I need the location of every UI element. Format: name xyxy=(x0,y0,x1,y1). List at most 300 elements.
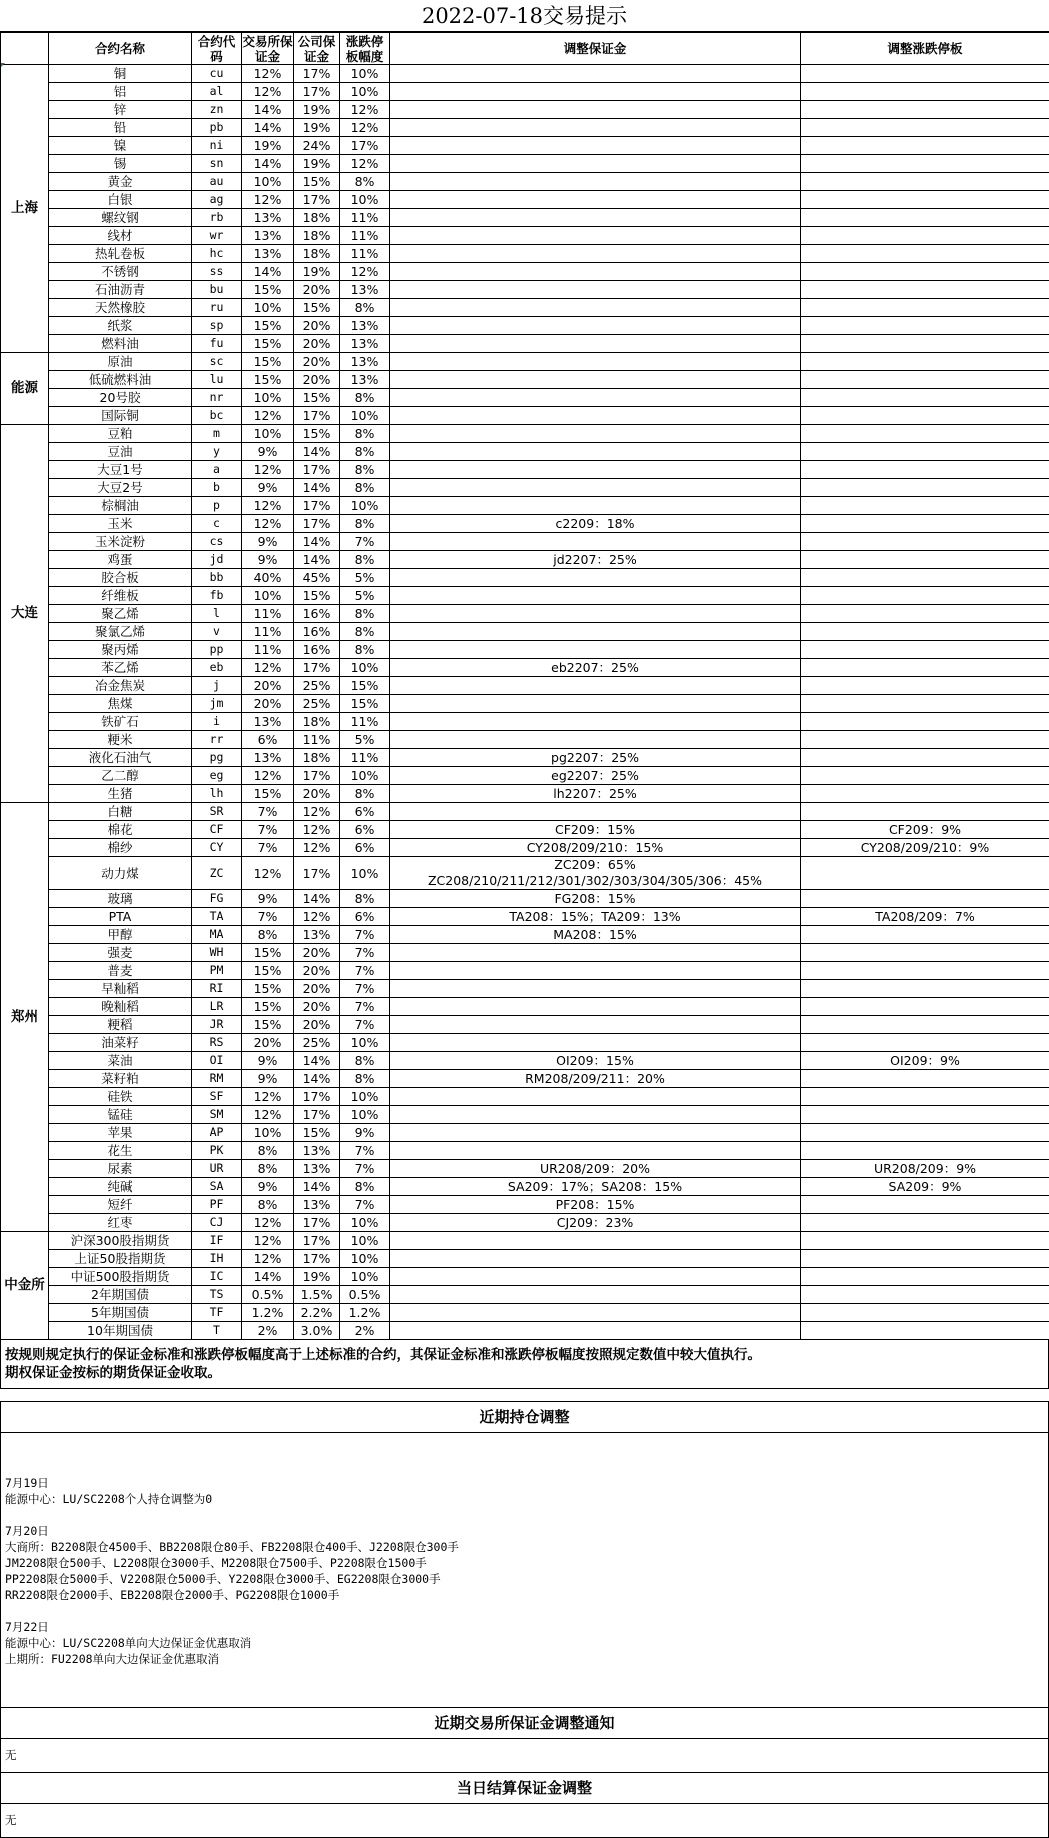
adjusted-margin xyxy=(390,587,801,605)
adjusted-margin xyxy=(390,443,801,461)
price-limit: 12% xyxy=(340,101,390,119)
contract-name: 铅 xyxy=(49,119,192,137)
adjusted-margin xyxy=(390,119,801,137)
contract-code: RS xyxy=(192,1034,242,1052)
adjusted-margin xyxy=(390,1250,801,1268)
contract-code: sn xyxy=(192,155,242,173)
adjusted-limit xyxy=(801,1196,1049,1214)
contract-name: 苹果 xyxy=(49,1124,192,1142)
contract-code: y xyxy=(192,443,242,461)
company-margin: 17% xyxy=(294,659,340,677)
price-limit: 7% xyxy=(340,1016,390,1034)
adjusted-margin xyxy=(390,944,801,962)
exchange-margin: 13% xyxy=(242,749,294,767)
exchange-margin: 7% xyxy=(242,839,294,857)
table-row xyxy=(1,695,1049,713)
table-row xyxy=(1,980,1049,998)
price-limit: 10% xyxy=(340,497,390,515)
adjusted-limit: UR208/209：9% xyxy=(801,1160,1049,1178)
adjusted-margin xyxy=(390,371,801,389)
contract-code: AP xyxy=(192,1124,242,1142)
table-row xyxy=(1,857,1049,890)
price-limit: 8% xyxy=(340,641,390,659)
contract-name: 铜 xyxy=(49,65,192,83)
table-row xyxy=(1,713,1049,731)
position-adjust-line: PP2208限仓5000手、V2208限仓5000手、Y2208限仓3000手、EG2208限仓3000手 xyxy=(5,1571,1044,1587)
contract-name: 生猪 xyxy=(49,785,192,803)
contract-name: 尿素 xyxy=(49,1160,192,1178)
contract-name: 不锈钢 xyxy=(49,263,192,281)
position-adjust-date: 7月22日 xyxy=(5,1619,1044,1635)
adjusted-margin xyxy=(390,731,801,749)
company-margin: 17% xyxy=(294,1106,340,1124)
contract-name: 锡 xyxy=(49,155,192,173)
table-row xyxy=(1,299,1049,317)
table-row xyxy=(1,353,1049,371)
contract-name: 镍 xyxy=(49,137,192,155)
contract-name: 棉花 xyxy=(49,821,192,839)
table-row xyxy=(1,479,1049,497)
exchange-margin: 14% xyxy=(242,1268,294,1286)
adjusted-margin xyxy=(390,1088,801,1106)
contract-name: 石油沥青 xyxy=(49,281,192,299)
position-adjust-title: 近期持仓调整 xyxy=(0,1401,1049,1433)
adjusted-limit xyxy=(801,443,1049,461)
adjusted-margin: CJ209：23% xyxy=(390,1214,801,1232)
exchange-margin: 11% xyxy=(242,623,294,641)
company-margin: 14% xyxy=(294,1052,340,1070)
position-adjust-group xyxy=(5,1523,1044,1603)
table-row xyxy=(1,173,1049,191)
adjusted-limit xyxy=(801,353,1049,371)
adjusted-limit xyxy=(801,317,1049,335)
adjusted-limit: TA208/209：7% xyxy=(801,908,1049,926)
contract-code: jm xyxy=(192,695,242,713)
company-margin: 17% xyxy=(294,1250,340,1268)
contract-name: 油菜籽 xyxy=(49,1034,192,1052)
price-limit: 11% xyxy=(340,209,390,227)
adjusted-limit xyxy=(801,890,1049,908)
adjusted-limit xyxy=(801,371,1049,389)
exchange-margin: 20% xyxy=(242,695,294,713)
contract-code: jd xyxy=(192,551,242,569)
contract-code: hc xyxy=(192,245,242,263)
contract-name: 铁矿石 xyxy=(49,713,192,731)
adjusted-margin xyxy=(390,695,801,713)
exchange-margin: 14% xyxy=(242,119,294,137)
exchange-margin: 13% xyxy=(242,209,294,227)
adjusted-limit xyxy=(801,263,1049,281)
company-margin: 19% xyxy=(294,263,340,281)
company-margin: 19% xyxy=(294,119,340,137)
company-margin: 2.2% xyxy=(294,1304,340,1322)
adjusted-limit xyxy=(801,101,1049,119)
contract-code: JR xyxy=(192,1016,242,1034)
contract-name: 大豆1号 xyxy=(49,461,192,479)
exchange-margin: 7% xyxy=(242,821,294,839)
adjusted-limit xyxy=(801,998,1049,1016)
company-margin: 17% xyxy=(294,191,340,209)
exchange-margin: 15% xyxy=(242,353,294,371)
contract-code: CF xyxy=(192,821,242,839)
contract-name: 鸡蛋 xyxy=(49,551,192,569)
price-limit: 8% xyxy=(340,551,390,569)
contract-name: 晚籼稻 xyxy=(49,998,192,1016)
adjusted-margin xyxy=(390,1322,801,1340)
adjusted-limit xyxy=(801,227,1049,245)
company-margin: 17% xyxy=(294,407,340,425)
adjusted-limit xyxy=(801,623,1049,641)
table-row xyxy=(1,1070,1049,1088)
contract-name: 粳稻 xyxy=(49,1016,192,1034)
table-row xyxy=(1,587,1049,605)
company-margin: 20% xyxy=(294,962,340,980)
exchange-margin: 15% xyxy=(242,998,294,1016)
adjusted-limit xyxy=(801,533,1049,551)
contract-code: al xyxy=(192,83,242,101)
contract-code: v xyxy=(192,623,242,641)
contract-code: SR xyxy=(192,803,242,821)
adjusted-margin xyxy=(390,1016,801,1034)
contract-name: 冶金焦炭 xyxy=(49,677,192,695)
exchange-margin: 13% xyxy=(242,227,294,245)
price-limit: 13% xyxy=(340,335,390,353)
company-margin: 17% xyxy=(294,461,340,479)
company-margin: 17% xyxy=(294,497,340,515)
contract-code: lh xyxy=(192,785,242,803)
company-margin: 12% xyxy=(294,908,340,926)
adjusted-margin: UR208/209：20% xyxy=(390,1160,801,1178)
price-limit: 10% xyxy=(340,659,390,677)
contract-code: SA xyxy=(192,1178,242,1196)
contract-code: TF xyxy=(192,1304,242,1322)
adjusted-limit xyxy=(801,425,1049,443)
contract-name: 大豆2号 xyxy=(49,479,192,497)
adjusted-margin xyxy=(390,713,801,731)
company-margin: 18% xyxy=(294,713,340,731)
price-limit: 10% xyxy=(340,407,390,425)
region-label: 中金所 xyxy=(1,1232,49,1340)
table-row xyxy=(1,1016,1049,1034)
price-limit: 10% xyxy=(340,65,390,83)
table-row xyxy=(1,551,1049,569)
exchange-margin: 15% xyxy=(242,962,294,980)
table-row xyxy=(1,908,1049,926)
exchange-margin: 15% xyxy=(242,944,294,962)
table-row xyxy=(1,1106,1049,1124)
exchange-margin: 15% xyxy=(242,317,294,335)
contract-name: 沪深300股指期货 xyxy=(49,1232,192,1250)
adjusted-margin xyxy=(390,569,801,587)
rule-note-line: 按规则规定执行的保证金标准和涨跌停板幅度高于上述标准的合约，其保证金标准和涨跌停板幅度按照规定数值中较大值执行。 xyxy=(5,1346,1044,1364)
contract-code: cu xyxy=(192,65,242,83)
contract-code: CY xyxy=(192,839,242,857)
position-adjust-line: 大商所：B2208限仓4500手、BB2208限仓80手、FB2208限仓400手、J2208限仓300手 xyxy=(5,1539,1044,1555)
company-margin: 20% xyxy=(294,335,340,353)
contract-name: 锌 xyxy=(49,101,192,119)
adjusted-limit xyxy=(801,83,1049,101)
table-row xyxy=(1,839,1049,857)
contract-code: zn xyxy=(192,101,242,119)
table-row xyxy=(1,803,1049,821)
region-label: 大连 xyxy=(1,425,49,803)
adjusted-margin: PF208：15% xyxy=(390,1196,801,1214)
header-code: 合约代码 xyxy=(192,33,242,65)
position-adjust-line: RR2208限仓2000手、EB2208限仓2000手、PG2208限仓1000手 xyxy=(5,1587,1044,1603)
settlement-adjust-body: 无 xyxy=(0,1804,1049,1838)
price-limit: 13% xyxy=(340,371,390,389)
contract-name: 白糖 xyxy=(49,803,192,821)
table-row xyxy=(1,1250,1049,1268)
table-row xyxy=(1,1160,1049,1178)
contract-code: pb xyxy=(192,119,242,137)
exchange-notice-title: 近期交易所保证金调整通知 xyxy=(0,1708,1049,1739)
contract-code: j xyxy=(192,677,242,695)
exchange-margin: 12% xyxy=(242,191,294,209)
position-adjust-line: 能源中心：LU/SC2208个人持仓调整为0 xyxy=(5,1491,1044,1507)
contract-code: IC xyxy=(192,1268,242,1286)
company-margin: 14% xyxy=(294,443,340,461)
contract-code: fu xyxy=(192,335,242,353)
contract-table xyxy=(0,32,1049,1340)
price-limit: 6% xyxy=(340,908,390,926)
price-limit: 12% xyxy=(340,119,390,137)
adjusted-margin: RM208/209/211：20% xyxy=(390,1070,801,1088)
table-row xyxy=(1,65,1049,83)
position-adjust-body xyxy=(0,1433,1049,1708)
exchange-margin: 12% xyxy=(242,1232,294,1250)
contract-code: pp xyxy=(192,641,242,659)
adjusted-margin xyxy=(390,407,801,425)
price-limit: 11% xyxy=(340,713,390,731)
adjusted-limit xyxy=(801,1232,1049,1250)
exchange-margin: 14% xyxy=(242,101,294,119)
contract-name: 豆油 xyxy=(49,443,192,461)
table-row xyxy=(1,677,1049,695)
adjusted-limit xyxy=(801,677,1049,695)
contract-name: 纸浆 xyxy=(49,317,192,335)
contract-name: 聚氯乙烯 xyxy=(49,623,192,641)
price-limit: 10% xyxy=(340,1106,390,1124)
table-row xyxy=(1,227,1049,245)
price-limit: 7% xyxy=(340,926,390,944)
table-row xyxy=(1,371,1049,389)
price-limit: 13% xyxy=(340,353,390,371)
company-margin: 16% xyxy=(294,623,340,641)
company-margin: 16% xyxy=(294,605,340,623)
header-exchange-margin: 交易所保证金 xyxy=(242,33,294,65)
contract-code: IF xyxy=(192,1232,242,1250)
adjusted-margin xyxy=(390,101,801,119)
adjusted-limit xyxy=(801,515,1049,533)
exchange-margin: 15% xyxy=(242,980,294,998)
adjusted-limit xyxy=(801,695,1049,713)
company-margin: 25% xyxy=(294,1034,340,1052)
table-row xyxy=(1,731,1049,749)
adjusted-limit xyxy=(801,245,1049,263)
price-limit: 13% xyxy=(340,281,390,299)
price-limit: 7% xyxy=(340,962,390,980)
table-row xyxy=(1,425,1049,443)
adjusted-margin xyxy=(390,245,801,263)
contract-name: 棉纱 xyxy=(49,839,192,857)
adjusted-limit xyxy=(801,461,1049,479)
adjusted-limit xyxy=(801,407,1049,425)
adjusted-limit xyxy=(801,1142,1049,1160)
exchange-margin: 8% xyxy=(242,1160,294,1178)
exchange-margin: 8% xyxy=(242,1142,294,1160)
exchange-margin: 10% xyxy=(242,425,294,443)
exchange-margin: 0.5% xyxy=(242,1286,294,1304)
table-row xyxy=(1,317,1049,335)
settlement-adjust-title: 当日结算保证金调整 xyxy=(0,1773,1049,1804)
price-limit: 8% xyxy=(340,785,390,803)
price-limit: 5% xyxy=(340,731,390,749)
region-label: 郑州 xyxy=(1,803,49,1232)
company-margin: 17% xyxy=(294,1088,340,1106)
exchange-margin: 15% xyxy=(242,371,294,389)
contract-name: 硅铁 xyxy=(49,1088,192,1106)
company-margin: 17% xyxy=(294,65,340,83)
contract-code: OI xyxy=(192,1052,242,1070)
adjusted-limit xyxy=(801,731,1049,749)
contract-name: 线材 xyxy=(49,227,192,245)
contract-name: 聚乙烯 xyxy=(49,605,192,623)
table-row xyxy=(1,533,1049,551)
table-row xyxy=(1,1088,1049,1106)
price-limit: 7% xyxy=(340,533,390,551)
price-limit: 8% xyxy=(340,515,390,533)
company-margin: 18% xyxy=(294,749,340,767)
adjusted-margin xyxy=(390,623,801,641)
contract-code: nr xyxy=(192,389,242,407)
company-margin: 18% xyxy=(294,209,340,227)
adjusted-limit xyxy=(801,1304,1049,1322)
exchange-margin: 19% xyxy=(242,137,294,155)
adjusted-limit xyxy=(801,569,1049,587)
price-limit: 8% xyxy=(340,479,390,497)
exchange-margin: 11% xyxy=(242,641,294,659)
contract-name: 红枣 xyxy=(49,1214,192,1232)
adjusted-margin xyxy=(390,425,801,443)
contract-code: PF xyxy=(192,1196,242,1214)
adjusted-limit xyxy=(801,659,1049,677)
price-limit: 12% xyxy=(340,155,390,173)
table-row xyxy=(1,605,1049,623)
contract-code: p xyxy=(192,497,242,515)
contract-name: 甲醇 xyxy=(49,926,192,944)
exchange-margin: 9% xyxy=(242,443,294,461)
adjusted-limit xyxy=(801,173,1049,191)
adjusted-margin: eg2207：25% xyxy=(390,767,801,785)
adjusted-margin xyxy=(390,857,801,890)
adjusted-margin: FG208：15% xyxy=(390,890,801,908)
table-row xyxy=(1,1322,1049,1340)
price-limit: 9% xyxy=(340,1124,390,1142)
company-margin: 25% xyxy=(294,677,340,695)
contract-code: IH xyxy=(192,1250,242,1268)
contract-code: WH xyxy=(192,944,242,962)
adjusted-margin: CF209：15% xyxy=(390,821,801,839)
company-margin: 17% xyxy=(294,1232,340,1250)
contract-code: ss xyxy=(192,263,242,281)
company-margin: 45% xyxy=(294,569,340,587)
contract-code: SF xyxy=(192,1088,242,1106)
price-limit: 10% xyxy=(340,767,390,785)
price-limit: 8% xyxy=(340,1178,390,1196)
exchange-margin: 13% xyxy=(242,713,294,731)
company-margin: 17% xyxy=(294,83,340,101)
exchange-margin: 12% xyxy=(242,83,294,101)
contract-code: l xyxy=(192,605,242,623)
company-margin: 14% xyxy=(294,1178,340,1196)
price-limit: 10% xyxy=(340,191,390,209)
table-row xyxy=(1,785,1049,803)
table-row xyxy=(1,569,1049,587)
exchange-margin: 20% xyxy=(242,1034,294,1052)
contract-code: fb xyxy=(192,587,242,605)
table-row xyxy=(1,245,1049,263)
adjusted-margin xyxy=(390,1286,801,1304)
contract-code: bc xyxy=(192,407,242,425)
adjusted-limit xyxy=(801,1286,1049,1304)
company-margin: 12% xyxy=(294,839,340,857)
adjusted-limit xyxy=(801,65,1049,83)
price-limit: 6% xyxy=(340,803,390,821)
company-margin: 18% xyxy=(294,227,340,245)
table-row xyxy=(1,944,1049,962)
contract-code: sc xyxy=(192,353,242,371)
company-margin: 15% xyxy=(294,173,340,191)
table-row xyxy=(1,83,1049,101)
price-limit: 10% xyxy=(340,1250,390,1268)
contract-code: b xyxy=(192,479,242,497)
price-limit: 7% xyxy=(340,1142,390,1160)
contract-code: rb xyxy=(192,209,242,227)
price-limit: 7% xyxy=(340,980,390,998)
table-row xyxy=(1,821,1049,839)
contract-name: 豆粕 xyxy=(49,425,192,443)
company-margin: 15% xyxy=(294,1124,340,1142)
adjusted-margin xyxy=(390,317,801,335)
adjusted-limit: OI209：9% xyxy=(801,1052,1049,1070)
price-limit: 10% xyxy=(340,1088,390,1106)
adjusted-margin xyxy=(390,389,801,407)
exchange-margin: 10% xyxy=(242,389,294,407)
contract-name: 玉米 xyxy=(49,515,192,533)
company-margin: 17% xyxy=(294,515,340,533)
company-margin: 20% xyxy=(294,281,340,299)
price-limit: 6% xyxy=(340,839,390,857)
price-limit: 10% xyxy=(340,1214,390,1232)
exchange-margin: 7% xyxy=(242,908,294,926)
company-margin: 13% xyxy=(294,1196,340,1214)
company-margin: 14% xyxy=(294,890,340,908)
contract-code: UR xyxy=(192,1160,242,1178)
exchange-margin: 11% xyxy=(242,605,294,623)
company-margin: 15% xyxy=(294,425,340,443)
contract-code: m xyxy=(192,425,242,443)
exchange-margin: 9% xyxy=(242,479,294,497)
adjusted-limit xyxy=(801,1124,1049,1142)
price-limit: 13% xyxy=(340,317,390,335)
table-row xyxy=(1,1232,1049,1250)
adjusted-limit xyxy=(801,1016,1049,1034)
table-row xyxy=(1,926,1049,944)
table-row xyxy=(1,1304,1049,1322)
adjusted-margin xyxy=(390,299,801,317)
table-row xyxy=(1,443,1049,461)
